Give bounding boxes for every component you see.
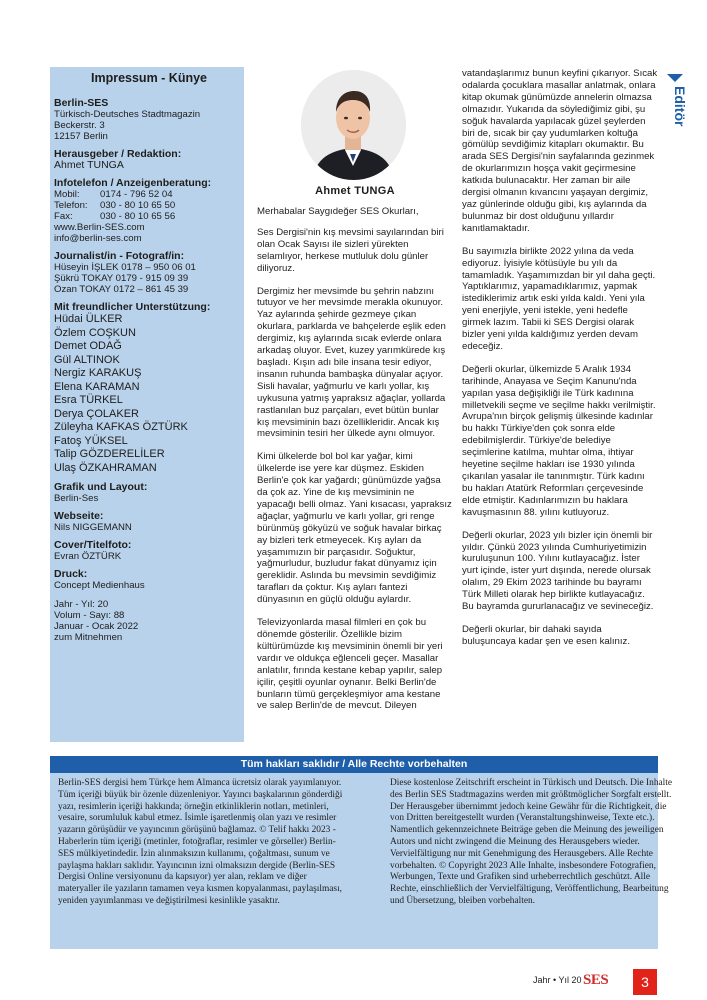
article-paragraph: Değerli okurlar, bir dahaki sayıda buluşuncaya kadar şen ve esen kalınız. (462, 623, 630, 647)
support-name: Hüdai ÜLKER (54, 313, 123, 325)
magazine-street: Beckerstr. 3 (54, 120, 105, 131)
support-name: Derya ÇOLAKER (54, 407, 139, 420)
journalist-line: Ozan TOKAY 0172 – 861 45 39 (54, 284, 189, 295)
journalist-line: Şükrü TOKAY 0179 - 915 09 39 (54, 273, 189, 284)
support-block (54, 301, 244, 475)
telefon-number: 030 - 80 10 65 50 (100, 200, 176, 211)
website-link[interactable]: www.Berlin-SES.com (54, 222, 145, 233)
impressum-panel (50, 67, 244, 742)
druck-block (54, 568, 244, 591)
publisher-block (54, 148, 244, 171)
fax-label: Fax: (54, 211, 73, 222)
support-name: Elena KARAMAN (54, 380, 140, 393)
magazine-city: 12157 Berlin (54, 131, 108, 142)
magazine-block (54, 97, 244, 142)
magazine-subtitle: Türkisch-Deutsches Stadtmagazin (54, 109, 201, 120)
journalists-block (54, 250, 244, 295)
support-name: Talip GÖZDERELİLER (54, 448, 165, 460)
cover-block (54, 539, 244, 562)
author-name: Ahmet TUNGA (315, 185, 395, 197)
mobil-line (54, 189, 244, 200)
druck-heading: Druck: (54, 568, 88, 580)
support-name: Ulaş ÖZKAHRAMAN (54, 461, 157, 474)
ses-logo: SES (583, 972, 609, 988)
journalist-line: Hüseyin İŞLEK 0178 – 950 06 01 (54, 262, 196, 273)
editor-chevron-icon (667, 74, 683, 82)
email-link[interactable]: info@berlin-ses.com (54, 233, 142, 244)
issue-date: Januar - Ocak 2022 (54, 621, 139, 632)
webseite-value: Nils NIGGEMANN (54, 522, 132, 533)
publisher-name: Ahmet TUNGA (54, 159, 124, 171)
webseite-block (54, 510, 244, 533)
contact-heading: Infotelefon / Anzeigenberatung: (54, 177, 212, 189)
rights-title-bar: Tüm hakları saklıdır / Alle Rechte vorbehalten (50, 756, 658, 773)
support-name: Demet ODAĞ (54, 340, 122, 352)
telefon-label: Telefon: (54, 200, 88, 211)
page-number: 3 (633, 969, 657, 995)
article-paragraph: Bu sayımızla birlikte 2022 yılına da veda ediyoruz. İyisiyle kötüsüyle bu yılı da tamamladık. Yaşamımızdan bir yıl daha geçti. Yaptıklarımız, yapamadıklarımız, yapmak istediklerimiz artık eski yılda kaldı. Yeni yıla yeni enerjiyle, yeni istekle, yeni hedefle girmek lazım. Tabii ki SES Dergisi olarak bizler yeni yılda kaldığımız yerden devam edeceğiz. (462, 245, 656, 352)
mobil-number: 0174 - 796 52 04 (100, 189, 173, 200)
article-greeting: Merhabalar Saygıdeğer SES Okurları, (257, 206, 419, 217)
editor-tag-graphic (662, 72, 688, 152)
portrait-illustration (301, 70, 406, 180)
fax-line (54, 211, 244, 222)
issue-year: Jahr - Yıl: 20 (54, 599, 109, 610)
support-heading: Mit freundlicher Unterstützung: (54, 301, 211, 313)
article-paragraph: Televizyonlarda masal filmleri en çok bu dönemde gösterilir. Özellikle bizim kültürümüzde kış mevsiminin önemli bir yeri vardır ve oldukça eğlenceli geçer. Masallar anlatılır, fırında kestane kebap yapılır, salep içilir, çeşitli oyunlar oynanır. Belki Berlin'de bunların tümü gerçekleşmiyor ama kestane ve salep Berlin'de de mevcut. Dileyen (257, 617, 443, 712)
article-paragraph: Dergimiz her mevsimde bu şehrin nabzını tutuyor ve her mevsimde merakla okunuyor. Yaz aylarında şehirde gezmeye çıkan okurlara, parklarda ve bahçelerde eşlik eden dergimiz, kış aylarında sıcak evlerde onlara arkadaş oluyor. Evet, kuzey yarımkürede kış başladı. Kışın adı bile insana tesir ediyor, insanın ruhunda bambaşka dünyalar açıyor. Sisli havalar, yağmurlu ve karlı yollar, kış uykusuna yatmış yapraksız ağaçlar, yollarda rastlanılan buz parçaları, evet bütün bunlar kış mevsiminin bazı özellikleridir. Ancak kış mevsiminin tesiri her ülkede aynı olmuyor. (257, 285, 446, 440)
support-name: Özlem COŞKUN (54, 326, 136, 339)
article-paragraph: Kimi ülkelerde bol bol kar yağar, kimi ülkelerde ise yere kar düşmez. Eskiden Berlin'e çok kar yağardı; günümüzde yağsa da çok az. Yine de kış mevsiminin ne yapacağı belli olmaz. Yani kısacası, yapraksız ağaçlar, yağmurlu ve karlı yollar, gri renge bürünmüş gökyüzü ve soğuk havalar birkaç ay bizleri terk etmeyecek. Kış ayları da yaşamımızın bir parçasıdır. Soğuktur, yağmurludur, buzludur fakat dünyamız için gereklidir. Aslında bu mevsimin sevdiğimiz tarafları da çoktur. Kış ayları fantezi dünyasının en güçlü olduğu aylardır. (257, 451, 452, 606)
issue-block (54, 599, 244, 643)
webseite-heading: Webseite: (54, 510, 104, 522)
grafik-block (54, 481, 244, 504)
issue-volume: Volum - Sayı: 88 (54, 610, 125, 621)
magazine-name: Berlin-SES (54, 97, 109, 109)
article-column-right (462, 68, 658, 659)
article-paragraph: Değerli okurlar, 2023 yılı bizler için önemli bir yıldır. Çünkü 2023 yılında Cumhuriyetimizin kuruluşunun 100. Yılını kutlayacağız. İster yurt içinde, ister yurt dışında, nerede olursak olalım, 29 Ekim 2023 tarihinde bu bayramı Türk Milleti olarak hep birlikte kutlayacağız. Bu bayramda gururlanacağız ve sevineceğiz. (462, 529, 654, 613)
article-column-middle (257, 206, 453, 723)
rights-panel (50, 756, 673, 949)
mobil-label: Mobil: (54, 189, 80, 200)
article-paragraph: Değerli okurlar, ülkemizde 5 Aralık 1934 tarihinde, Anayasa ve Seçim Kanunu'nda yapılan yasa değişikliği ile Türk kadınına milletvekili seçme ve seçilme hakkı verilmiştir. Avrupa'nın birçok gelişmiş ülkesinde kadınlar bu hakkı Türkiye'den çok sonra elde edebilmişlerdir. Türkiye'de belediye seçimlerine katılma, muhtar olma, ihtiyar heyetine seçilme hakları ise 1930 yılında çıkarılan yasalar ile tanınmıştır. Türk kadını bu hakları Atatürk Reformları çerçevesinde elde etmiştir. Kadınlarımızın bu haklara kavuşmasının 88. yılını kutluyoruz. (462, 363, 656, 518)
journalists-heading: Journalist/in - Fotograf/in: (54, 250, 185, 262)
support-name: Gül ALTINOK (54, 353, 120, 366)
editor-tag-label: Editör (672, 86, 688, 127)
support-name: Esra TÜRKEL (54, 394, 123, 406)
support-name: Fatoş YÜKSEL (54, 434, 128, 447)
grafik-heading: Grafik und Layout: (54, 481, 148, 493)
article-paragraph: Ses Dergisi'nin kış mevsimi sayılarından biri olan Ocak Sayısı ile sizleri yürekten selamlıyor, herkese mutluluk dolu günler diliyoruz. (257, 226, 444, 274)
druck-value: Concept Medienhaus (54, 580, 145, 591)
fax-number: 030 - 80 10 65 56 (100, 211, 176, 222)
impressum-title: Impressum - Künye (90, 71, 207, 85)
issue-note: zum Mitnehmen (54, 632, 123, 643)
contact-block (54, 177, 244, 244)
cover-heading: Cover/Titelfoto: (54, 539, 132, 551)
rights-text-german: Diese kostenlose Zeitschrift erscheint in Türkisch und Deutsch. Die Inhalte des Berlin SES Stadtmagazins werden mit größtmöglicher Sorgfalt erstellt. Der Herausgeber übernimmt jedoch keine Gewähr für die Richtigkeit, die von Dritten bereitgestellt wurden (Veranstaltungshinweise, Texte etc.). Namentlich gekennzeichnete Beiträge geben die Meinung des jeweiligen Autors und nicht zwingend die Meinung des Herausgebers wieder. Vervielfältigung nur mit Genehmigung des Herausgebers. Alle Rechte vorbehalten. © Copyright 2023 Alle Inhalte, insbesondere Fotografien, Werbungen, Texte und Grafiken sind urheberrechtlich geschützt. Alle Rechte, einschließlich der Vervielfältigung, Veröffentlichung, Bearbeitung und Übersetzung, bleiben vorbehalten. (390, 778, 673, 906)
support-name: Züleyha KAFKAS ÖZTÜRK (54, 421, 188, 433)
footer-issue-label: Jahr • Yıl 20 (533, 975, 582, 985)
author-portrait (301, 70, 406, 180)
article-paragraph: vatandaşlarımız bunun keyfini çıkarıyor. Sıcak odalarda çocuklara masallar anlatmak, onlara kitap okumak günümüzde annelerin olmazsa olmazıdır. Yukarıda da söylediğimiz gibi, şu soğuk havalarda yapılacak güzel şeylerden biri de, sıcak bir çay yudumlarken koltuğa gömülüp sevdiğimiz kitapları okumaktır. Bu arada SES Dergisi'nin sayfalarında gezinmek de okurlarımızın hoşça vakit geçirmesine katkıda bulunacaktır. Her zaman bir aile dergisi olmanın kıvancını yaşayan dergimiz, yaz günlerinde olduğu gibi, kış aylarında da bulunmaz bir dost olduğunu yıllardır kanıtlamaktadır. (462, 68, 658, 234)
grafik-value: Berlin-Ses (54, 493, 99, 504)
rights-text-turkish: Berlin-SES dergisi hem Türkçe hem Almanca ücretsiz olarak yayımlanıyor. Tüm içeriği büyük bir özenle düzenleniyor. Yayıncı başkalarının gönderdiği yazı, resimlerin içeriği hakkında; örneğin etkinliklerin notları, metinleri, vesaire, sorumluluk kabul etmez. İsimle işaretlenmiş olan yazı ve resimler yazarın görüşüdür ve yayıncının görüşünü bağlamaz. © Telif hakkı 2023 - Haberlerin tüm içeriği (metinler, fotoğraflar, resimler ve görseller) Berlin-SES mülkiyetindedir. İzin alınmaksızın kullanımı, çoğaltması, sunum ve paylaşma hakları saklıdır. Yayıncının izni olmaksızın dergide (Berlin-SES Dergisi Online versiyonunu da kapsıyor) yer alan, reklam ve diğer materyaller ile yazıların tamamen veya kısmen kopyalanması, paylaşılması, yeniden yayımlanması ve değiştirilmesi kesinlikle yasaktır. (58, 778, 343, 906)
support-name: Nergiz KARAKUŞ (54, 367, 142, 379)
publisher-heading: Herausgeber / Redaktion: (54, 148, 182, 160)
cover-value: Evran ÖZTÜRK (54, 551, 122, 562)
editor-section-tag (662, 72, 688, 152)
telefon-line (54, 200, 244, 211)
